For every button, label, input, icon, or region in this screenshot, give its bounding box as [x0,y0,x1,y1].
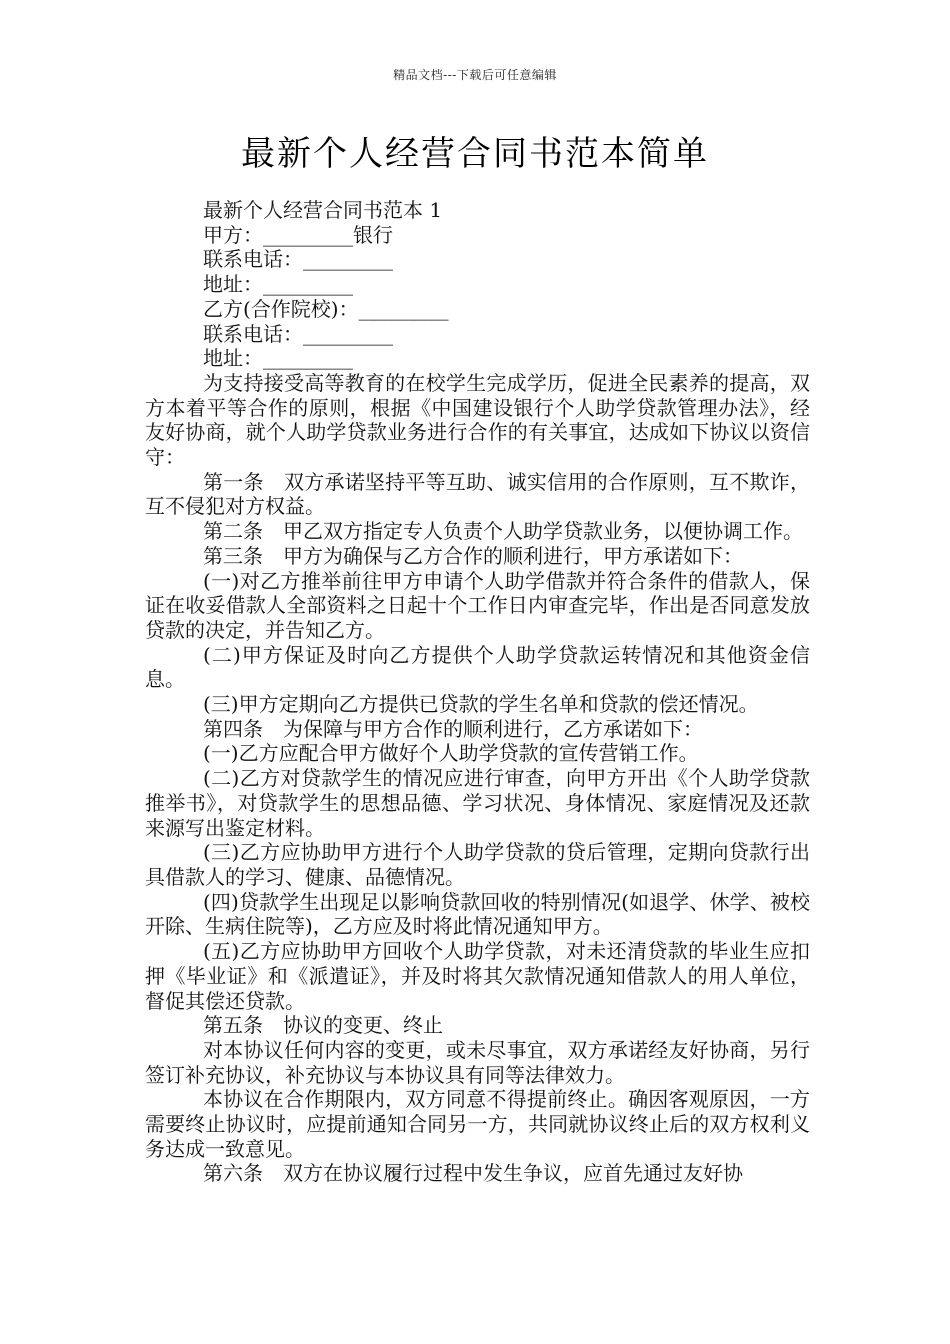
paragraph-article-3-item-3: (三)甲方定期向乙方提供已贷款的学生名单和贷款的偿还情况。 [203,692,759,717]
party-b-phone-field: 联系电话：_________ [203,321,393,346]
paragraph-article-4-item-1: (一)乙方应配合甲方做好个人助学贷款的宣传营销工作。 [203,741,699,766]
paragraph-article-5-termination: 本协议在合作期限内，双方同意不得提前终止。确因客观原因，一方需要终止协议时，应提前通知合同另一方，共同就协议终止后的双方权利义务达成一致意见。 [145,1087,810,1161]
paragraph-article-2: 第二条 甲乙双方指定专人负责个人助学贷款业务，以便协调工作。 [203,519,803,544]
paragraph-article-5: 第五条 协议的变更、终止 [203,1013,443,1038]
paragraph-preamble: 为支持接受高等教育的在校学生完成学历，促进全民素养的提高，双方本着平等合作的原则，根据《中国建设银行个人助学贷款管理办法》，经友好协商，就个人助学贷款业务进行合作的有关事宜，达成如下协议以资信守： [145,370,810,470]
party-a-phone-field: 联系电话：_________ [203,247,393,272]
paragraph-article-4: 第四条 为保障与甲方合作的顺利进行，乙方承诺如下： [203,716,703,741]
paragraph-article-1: 第一条 双方承诺坚持平等互助、诚实信用的合作原则，互不欺诈，互不侵犯对方权益。 [145,469,810,519]
party-a-address-field: 地址：_________ [203,272,353,297]
page-title: 最新个人经营合同书范本简单 [241,134,709,174]
paragraph-article-4-item-4: (四)贷款学生出现足以影响贷款回收的特别情况(如退学、休学、被校开除、生病住院等)，乙方应及时将此情况通知甲方。 [145,889,810,939]
header-note: 精品文档---下载后可任意编辑 [393,68,557,82]
party-a-field: 甲方：_________银行 [203,222,393,247]
party-b-field: 乙方(合作院校)：_________ [203,296,449,321]
contract-subtitle: 最新个人经营合同书范本 1 [203,198,443,222]
paragraph-article-5-change: 对本协议任何内容的变更，或未尽事宜，双方承诺经友好协商，另行签订补充协议，补充协议与本协议具有同等法律效力。 [145,1037,810,1087]
paragraph-article-3: 第三条 甲方为确保与乙方合作的顺利进行，甲方承诺如下： [203,543,743,568]
party-b-address-field: 地址：_________ [203,346,353,371]
paragraph-article-6: 第六条 双方在协议履行过程中发生争议，应首先通过友好协 [203,1161,743,1186]
paragraph-article-4-item-2: (二)乙方对贷款学生的情况应进行审查，向甲方开出《个人助学贷款推举书》，对贷款学生的思想品德、学习状况、身体情况、家庭情况及还款来源写出鉴定材料。 [145,766,810,840]
paragraph-article-4-item-5: (五)乙方应协助甲方回收个人助学贷款，对未还清贷款的毕业生应扣押《毕业证》和《派遣证》，并及时将其欠款情况通知借款人的用人单位，督促其偿还贷款。 [145,939,810,1013]
paragraph-article-3-item-1: (一)对乙方推举前往甲方申请个人助学借款并符合条件的借款人，保证在收妥借款人全部资料之日起十个工作日内审查完毕，作出是否同意发放贷款的决定，并告知乙方。 [145,568,810,642]
paragraph-article-4-item-3: (三)乙方应协助甲方进行个人助学贷款的贷后管理，定期向贷款行出具借款人的学习、健康、品德情况。 [145,840,810,889]
document-body [145,198,810,1186]
paragraph-article-3-item-2: (二)甲方保证及时向乙方提供个人助学贷款运转情况和其他资金信息。 [145,642,810,692]
